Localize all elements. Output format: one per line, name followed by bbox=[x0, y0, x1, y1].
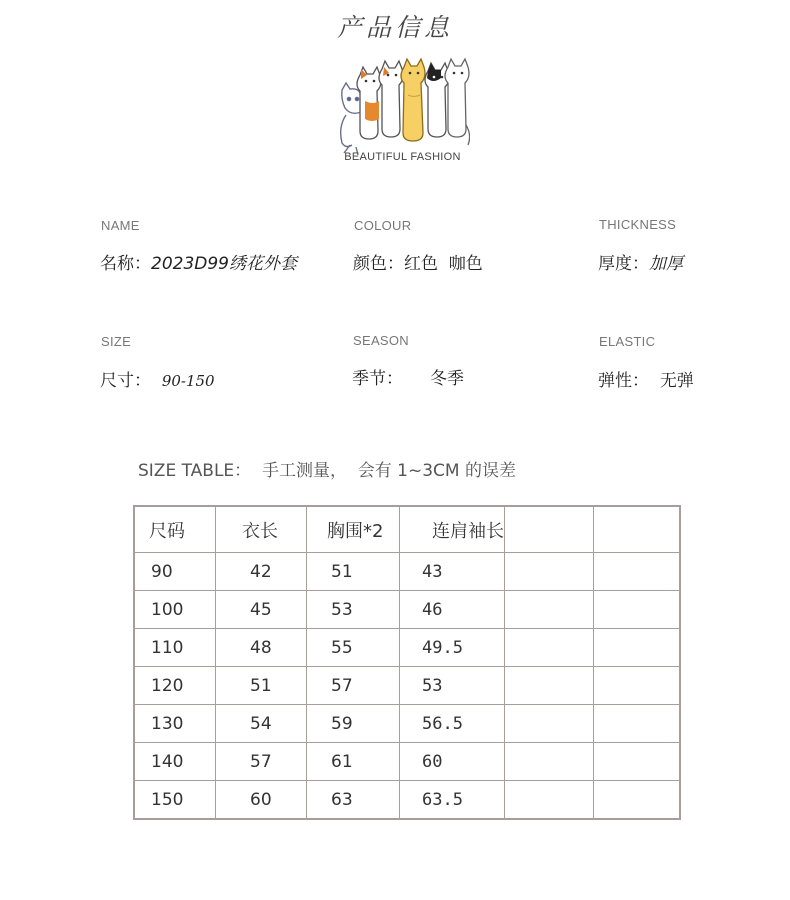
size-key: 尺寸： bbox=[100, 371, 151, 391]
table-cell bbox=[594, 553, 681, 591]
season-label: SEASON bbox=[353, 333, 409, 348]
table-cell: 53 bbox=[400, 667, 505, 705]
season-value: 冬季 bbox=[430, 369, 465, 389]
table-cell bbox=[505, 781, 594, 820]
table-row bbox=[134, 705, 680, 743]
table-cell: 60 bbox=[216, 781, 307, 820]
table-cell: 61 bbox=[307, 743, 400, 781]
table-cell: 63 bbox=[307, 781, 400, 820]
table-cell bbox=[594, 591, 681, 629]
table-cell bbox=[594, 781, 681, 820]
name-value: 2023D99绣花外套 bbox=[151, 254, 297, 274]
season-field bbox=[352, 364, 464, 389]
table-cell: 56.5 bbox=[400, 705, 505, 743]
size-field bbox=[100, 366, 215, 391]
season-key: 季节： bbox=[352, 369, 403, 389]
table-cell: 46 bbox=[400, 591, 505, 629]
table-cell: 51 bbox=[216, 667, 307, 705]
table-cell bbox=[505, 553, 594, 591]
table-row bbox=[134, 553, 680, 591]
table-cell: 54 bbox=[216, 705, 307, 743]
table-cell: 140 bbox=[134, 743, 216, 781]
table-cell: 59 bbox=[307, 705, 400, 743]
table-row bbox=[134, 591, 680, 629]
table-row bbox=[134, 781, 680, 820]
table-cell: 51 bbox=[307, 553, 400, 591]
table-cell bbox=[505, 629, 594, 667]
cat-white-right-icon bbox=[445, 59, 470, 145]
table-cell bbox=[505, 743, 594, 781]
table-cell: 130 bbox=[134, 705, 216, 743]
table-cell: 63.5 bbox=[400, 781, 505, 820]
header-cell bbox=[505, 506, 594, 553]
name-field bbox=[100, 249, 297, 274]
table-row bbox=[134, 743, 680, 781]
table-cell: 90 bbox=[134, 553, 216, 591]
table-cell bbox=[505, 667, 594, 705]
table-cell: 42 bbox=[216, 553, 307, 591]
size-table-note: SIZE TABLE： 手工测量， 会有 1~3CM 的误差 bbox=[138, 461, 517, 481]
header-cell: 胸围*2 bbox=[307, 506, 400, 553]
table-cell: 100 bbox=[134, 591, 216, 629]
table-cell bbox=[594, 629, 681, 667]
colour-value: 红色 咖色 bbox=[404, 254, 483, 274]
elastic-label: ELASTIC bbox=[599, 334, 656, 349]
table-cell: 57 bbox=[216, 743, 307, 781]
table-cell: 45 bbox=[216, 591, 307, 629]
size-value: 90-150 bbox=[161, 372, 215, 390]
table-cell bbox=[505, 705, 594, 743]
table-cell: 60 bbox=[400, 743, 505, 781]
table-cell bbox=[594, 667, 681, 705]
name-label: NAME bbox=[101, 218, 140, 233]
page-title: 产品信息 bbox=[336, 13, 453, 42]
thickness-field bbox=[598, 249, 683, 274]
colour-field bbox=[353, 249, 483, 274]
table-cell bbox=[594, 743, 681, 781]
thickness-label: THICKNESS bbox=[599, 217, 677, 232]
brand-name: BEAUTIFUL FASHION bbox=[344, 151, 461, 163]
size-table bbox=[133, 505, 681, 820]
header-cell: 尺码 bbox=[134, 506, 216, 553]
cat-white-icon bbox=[379, 61, 403, 137]
table-row bbox=[134, 667, 680, 705]
table-cell: 48 bbox=[216, 629, 307, 667]
colour-key: 颜色： bbox=[353, 254, 404, 274]
table-cell: 120 bbox=[134, 667, 216, 705]
table-cell: 43 bbox=[400, 553, 505, 591]
header-cell bbox=[594, 506, 681, 553]
cat-yellow-icon bbox=[401, 59, 425, 141]
table-header-row bbox=[134, 506, 680, 553]
table-cell: 150 bbox=[134, 781, 216, 820]
colour-label: COLOUR bbox=[354, 218, 412, 233]
name-key: 名称： bbox=[100, 254, 151, 274]
table-cell bbox=[594, 705, 681, 743]
cat-calico-icon bbox=[357, 67, 381, 139]
table-cell: 53 bbox=[307, 591, 400, 629]
elastic-field bbox=[598, 366, 694, 391]
table-cell: 49.5 bbox=[400, 629, 505, 667]
table-cell: 57 bbox=[307, 667, 400, 705]
table-cell: 110 bbox=[134, 629, 216, 667]
elastic-key: 弹性： bbox=[598, 371, 649, 391]
thickness-value: 加厚 bbox=[649, 254, 683, 274]
table-row bbox=[134, 629, 680, 667]
elastic-value: 无弹 bbox=[659, 371, 694, 391]
table-cell: 55 bbox=[307, 629, 400, 667]
thickness-key: 厚度： bbox=[598, 254, 649, 274]
size-label: SIZE bbox=[101, 334, 132, 349]
header-cell: 衣长 bbox=[216, 506, 307, 553]
header-cell: 连肩袖长 bbox=[400, 506, 505, 553]
table-cell bbox=[505, 591, 594, 629]
